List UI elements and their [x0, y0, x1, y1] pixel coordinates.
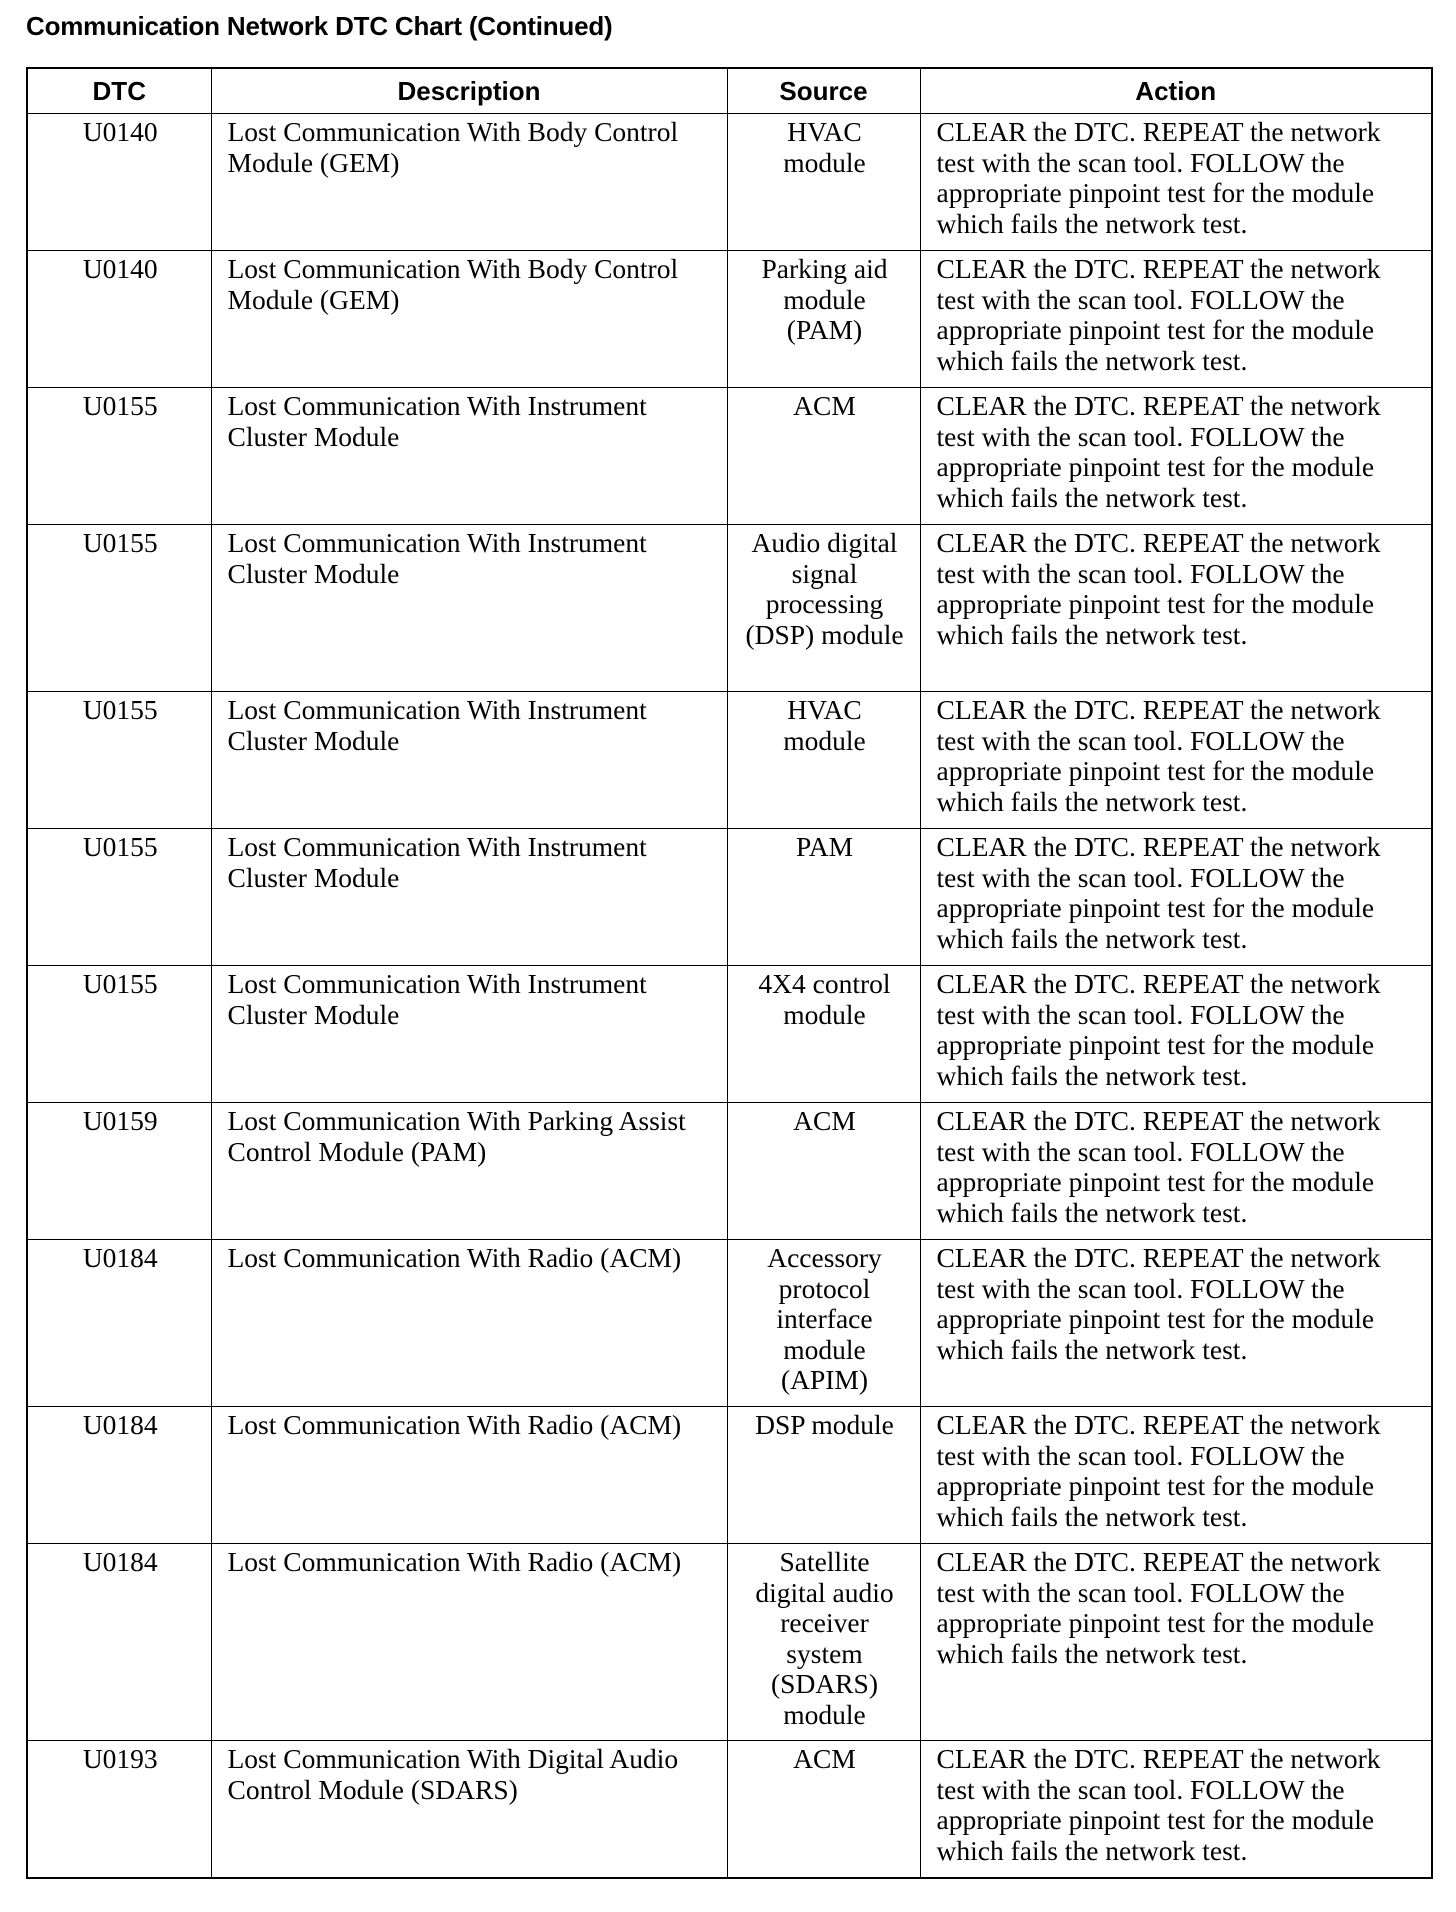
dtc-action: CLEAR the DTC. REPEAT the network test with the scan tool. FOLLOW the appropriate pinpoint test for the module which fails the network test.: [920, 966, 1432, 1103]
dtc-code: U0155: [27, 692, 211, 829]
dtc-action: CLEAR the DTC. REPEAT the network test with the scan tool. FOLLOW the appropriate pinpoint test for the module which fails the network test.: [920, 1544, 1432, 1741]
dtc-description: Lost Communication With Body Control Module (GEM): [211, 114, 727, 251]
dtc-action: CLEAR the DTC. REPEAT the network test with the scan tool. FOLLOW the appropriate pinpoint test for the module which fails the network test.: [920, 829, 1432, 966]
dtc-action: CLEAR the DTC. REPEAT the network test with the scan tool. FOLLOW the appropriate pinpoint test for the module which fails the network test.: [920, 1240, 1432, 1407]
dtc-chart-table: [26, 67, 1433, 1879]
table-row: [27, 829, 1432, 966]
table-row: [27, 114, 1432, 251]
dtc-description: Lost Communication With Instrument Cluster Module: [211, 966, 727, 1103]
dtc-code: U0155: [27, 525, 211, 692]
dtc-description: Lost Communication With Parking Assist Control Module (PAM): [211, 1103, 727, 1240]
table-row: [27, 966, 1432, 1103]
dtc-description: Lost Communication With Radio (ACM): [211, 1544, 727, 1741]
dtc-source: Parking aid module (PAM): [727, 251, 920, 388]
dtc-source: Audio digital signal processing (DSP) module: [727, 525, 920, 692]
table-row: [27, 1240, 1432, 1407]
dtc-source: ACM: [727, 1103, 920, 1240]
dtc-code: U0184: [27, 1240, 211, 1407]
table-row: [27, 388, 1432, 525]
dtc-description: Lost Communication With Digital Audio Control Module (SDARS): [211, 1741, 727, 1879]
dtc-source: Satellite digital audio receiver system (SDARS) module: [727, 1544, 920, 1741]
dtc-code: U0159: [27, 1103, 211, 1240]
dtc-action: CLEAR the DTC. REPEAT the network test with the scan tool. FOLLOW the appropriate pinpoint test for the module which fails the network test.: [920, 1741, 1432, 1879]
dtc-source: ACM: [727, 1741, 920, 1879]
table-row: [27, 251, 1432, 388]
dtc-description: Lost Communication With Instrument Cluster Module: [211, 388, 727, 525]
table-row: [27, 1103, 1432, 1240]
dtc-description: Lost Communication With Radio (ACM): [211, 1240, 727, 1407]
dtc-action: CLEAR the DTC. REPEAT the network test with the scan tool. FOLLOW the appropriate pinpoint test for the module which fails the network test.: [920, 1407, 1432, 1544]
dtc-source: ACM: [727, 388, 920, 525]
dtc-source: DSP module: [727, 1407, 920, 1544]
dtc-description: Lost Communication With Instrument Cluster Module: [211, 829, 727, 966]
dtc-code: U0155: [27, 829, 211, 966]
dtc-description: Lost Communication With Instrument Cluster Module: [211, 525, 727, 692]
dtc-source: HVAC module: [727, 692, 920, 829]
dtc-code: U0155: [27, 388, 211, 525]
header-description: Description: [211, 68, 727, 114]
table-row: [27, 1741, 1432, 1879]
header-dtc: DTC: [27, 68, 211, 114]
dtc-code: U0184: [27, 1407, 211, 1544]
dtc-source: PAM: [727, 829, 920, 966]
table-row: [27, 1544, 1432, 1741]
dtc-action: CLEAR the DTC. REPEAT the network test with the scan tool. FOLLOW the appropriate pinpoint test for the module which fails the network test.: [920, 1103, 1432, 1240]
dtc-source: HVAC module: [727, 114, 920, 251]
header-action: Action: [920, 68, 1432, 114]
page-title: Communication Network DTC Chart (Continued): [26, 11, 613, 41]
dtc-action: CLEAR the DTC. REPEAT the network test with the scan tool. FOLLOW the appropriate pinpoint test for the module which fails the network test.: [920, 692, 1432, 829]
dtc-action: CLEAR the DTC. REPEAT the network test with the scan tool. FOLLOW the appropriate pinpoint test for the module which fails the network test.: [920, 388, 1432, 525]
dtc-description: Lost Communication With Instrument Cluster Module: [211, 692, 727, 829]
table-header-row: [27, 68, 1432, 114]
dtc-code: U0193: [27, 1741, 211, 1879]
table-row: [27, 1407, 1432, 1544]
dtc-code: U0140: [27, 251, 211, 388]
table-row: [27, 525, 1432, 692]
dtc-source: Accessory protocol interface module (APIM): [727, 1240, 920, 1407]
dtc-code: U0140: [27, 114, 211, 251]
dtc-code: U0184: [27, 1544, 211, 1741]
table-row: [27, 692, 1432, 829]
dtc-source: 4X4 control module: [727, 966, 920, 1103]
dtc-description: Lost Communication With Radio (ACM): [211, 1407, 727, 1544]
dtc-code: U0155: [27, 966, 211, 1103]
dtc-action: CLEAR the DTC. REPEAT the network test with the scan tool. FOLLOW the appropriate pinpoint test for the module which fails the network test.: [920, 525, 1432, 692]
dtc-description: Lost Communication With Body Control Module (GEM): [211, 251, 727, 388]
dtc-action: CLEAR the DTC. REPEAT the network test with the scan tool. FOLLOW the appropriate pinpoint test for the module which fails the network test.: [920, 114, 1432, 251]
dtc-action: CLEAR the DTC. REPEAT the network test with the scan tool. FOLLOW the appropriate pinpoint test for the module which fails the network test.: [920, 251, 1432, 388]
header-source: Source: [727, 68, 920, 114]
